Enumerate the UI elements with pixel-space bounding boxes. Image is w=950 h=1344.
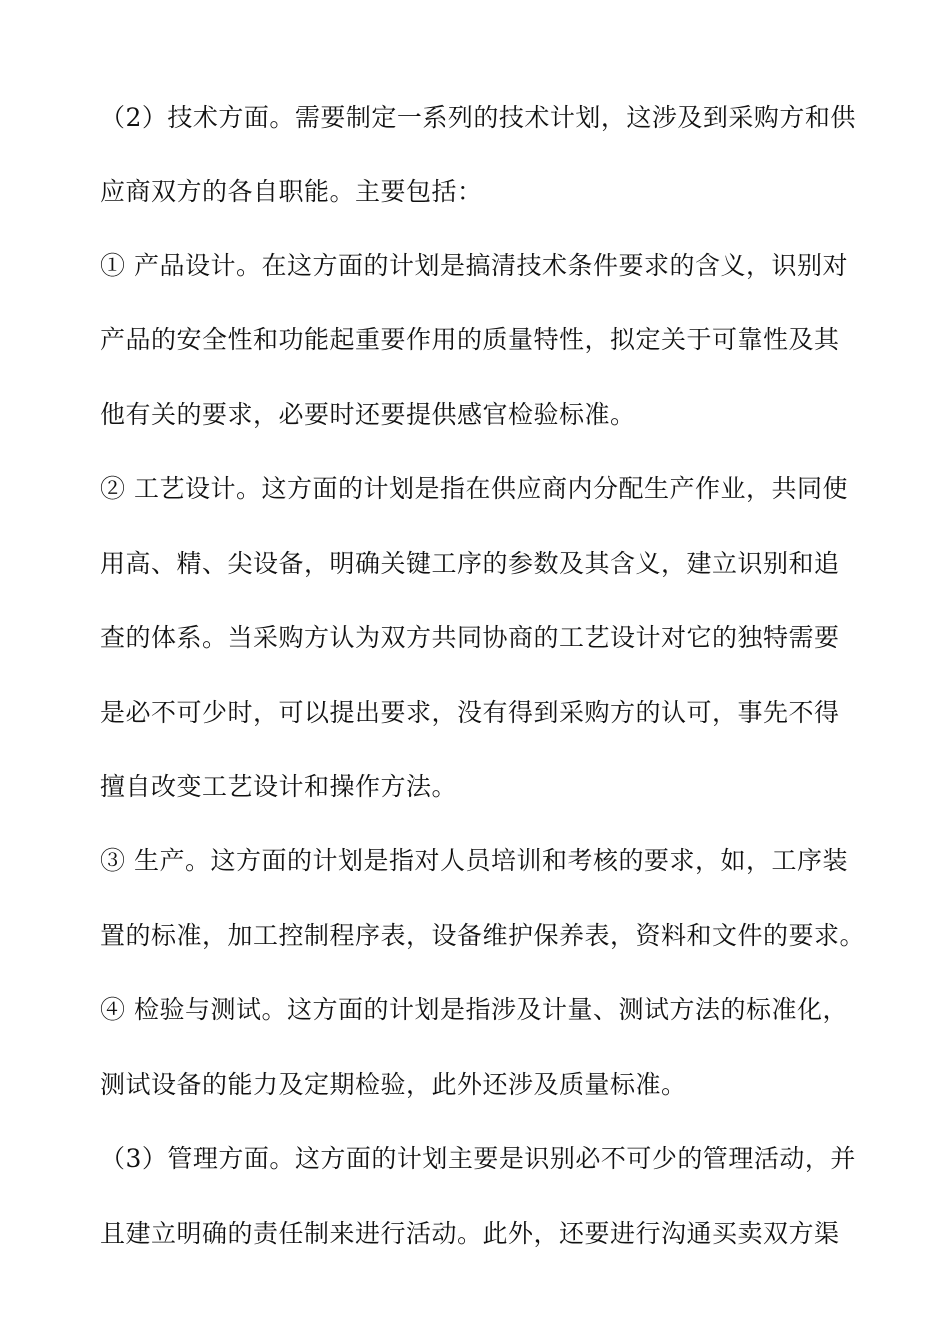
text-line: 查的体系。当采购方认为双方共同协商的工艺设计对它的独特需要 [100, 623, 840, 652]
text-line: ① 产品设计。在这方面的计划是搞清技术条件要求的含义，识别对 [100, 251, 848, 280]
text-line: 他有关的要求，必要时还要提供感官检验标准。 [100, 400, 636, 429]
text-line: 应商双方的各自职能。主要包括： [100, 177, 483, 206]
text-line: 用高、精、尖设备，明确关键工序的参数及其含义，建立识别和追 [100, 549, 840, 578]
text-line: 置的标准，加工控制程序表，设备维护保养表，资料和文件的要求。 [100, 921, 866, 950]
text-line: 擅自改变工艺设计和操作方法。 [100, 772, 458, 801]
text-line: 测试设备的能力及定期检验，此外还涉及质量标准。 [100, 1070, 687, 1099]
text-line: ④ 检验与测试。这方面的计划是指涉及计量、测试方法的标准化， [100, 995, 848, 1024]
text-line: ② 工艺设计。这方面的计划是指在供应商内分配生产作业，共同使 [100, 474, 848, 503]
text-line: 产品的安全性和功能起重要作用的质量特性，拟定关于可靠性及其 [100, 325, 840, 354]
text-line: 是必不可少时，可以提出要求，没有得到采购方的认可，事先不得 [100, 698, 840, 727]
text-line: （3）管理方面。这方面的计划主要是识别必不可少的管理活动，并 [100, 1144, 856, 1173]
text-line: 且建立明确的责任制来进行活动。此外，还要进行沟通买卖双方渠 [100, 1219, 840, 1248]
text-line: （2）技术方面。需要制定一系列的技术计划，这涉及到采购方和供 [100, 103, 856, 132]
text-line: ③ 生产。这方面的计划是指对人员培训和考核的要求，如，工序装 [100, 846, 848, 875]
